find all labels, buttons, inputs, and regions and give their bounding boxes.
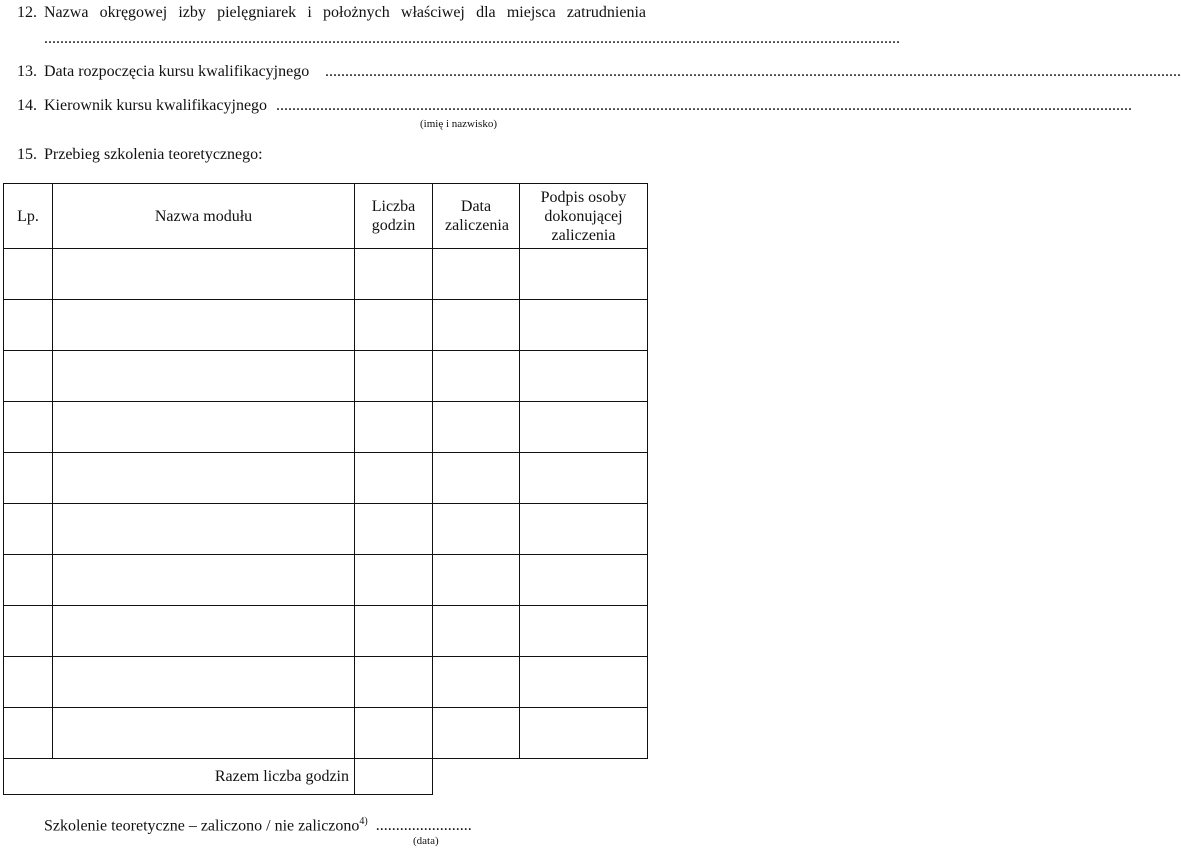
- hours-cell[interactable]: [355, 300, 433, 351]
- hours-cell[interactable]: [355, 402, 433, 453]
- module-cell[interactable]: [53, 300, 355, 351]
- date-cell[interactable]: [433, 657, 520, 708]
- header-date: Data zaliczenia: [433, 184, 520, 249]
- footer-line: [44, 816, 472, 835]
- hours-cell[interactable]: [355, 453, 433, 504]
- dotted-fill: ......................................................................................................................................................................................................................: [44, 30, 900, 47]
- hours-cell[interactable]: [355, 708, 433, 759]
- date-cell[interactable]: [433, 402, 520, 453]
- hours-cell[interactable]: [355, 657, 433, 708]
- signature-cell[interactable]: [520, 249, 648, 300]
- item-label: Przebieg szkolenia teoretycznego:: [44, 146, 263, 163]
- item-number: 13.: [17, 63, 37, 80]
- header-hours: Liczba godzin: [355, 184, 433, 249]
- table-total-row: [4, 759, 648, 795]
- module-cell[interactable]: [53, 555, 355, 606]
- name-hint: (imię i nazwisko): [420, 118, 497, 130]
- signature-cell[interactable]: [520, 606, 648, 657]
- footer-text: Szkolenie teoretyczne – zaliczono / nie zaliczono: [44, 817, 360, 835]
- module-cell[interactable]: [53, 657, 355, 708]
- signature-cell[interactable]: [520, 708, 648, 759]
- lp-cell[interactable]: [4, 504, 53, 555]
- table-row: [4, 555, 648, 606]
- module-cell[interactable]: [53, 606, 355, 657]
- signature-cell[interactable]: [520, 402, 648, 453]
- date-cell[interactable]: [433, 606, 520, 657]
- signature-cell[interactable]: [520, 657, 648, 708]
- date-cell[interactable]: [433, 504, 520, 555]
- header-signature: Podpis osoby dokonującej zaliczenia: [520, 184, 648, 249]
- blank-space: [433, 759, 648, 795]
- lp-cell[interactable]: [4, 249, 53, 300]
- footnote-marker: 4): [359, 816, 368, 827]
- lp-cell[interactable]: [4, 453, 53, 504]
- item-label: Kierownik kursu kwalifikacyjnego: [44, 97, 268, 114]
- lp-cell[interactable]: [4, 300, 53, 351]
- module-cell[interactable]: [53, 504, 355, 555]
- lp-cell[interactable]: [4, 351, 53, 402]
- lp-cell[interactable]: [4, 708, 53, 759]
- table-row: [4, 453, 648, 504]
- lp-cell[interactable]: [4, 555, 53, 606]
- table-row: [4, 249, 648, 300]
- header-lp: Lp.: [4, 184, 53, 249]
- signature-cell[interactable]: [520, 453, 648, 504]
- signature-cell[interactable]: [520, 504, 648, 555]
- signature-cell[interactable]: [520, 300, 648, 351]
- item-number: 15.: [17, 146, 37, 163]
- lp-cell[interactable]: [4, 402, 53, 453]
- item-13-fill-line[interactable]: ......................................................................................................................................................................................................................: [325, 63, 1181, 80]
- module-cell[interactable]: [53, 708, 355, 759]
- hours-cell[interactable]: [355, 504, 433, 555]
- item-12-fill-line[interactable]: [44, 30, 900, 48]
- item-label: Nazwa okręgowej izby pielęgniarek i położnych właściwej dla miejsca zatrudnienia: [44, 4, 646, 21]
- header-module-name: Nazwa modułu: [53, 184, 355, 249]
- table-header-row: [4, 184, 648, 249]
- date-fill-line[interactable]: ........................: [375, 817, 472, 835]
- table-row: [4, 351, 648, 402]
- table-row: [4, 402, 648, 453]
- date-cell[interactable]: [433, 453, 520, 504]
- table-row: [4, 504, 648, 555]
- module-cell[interactable]: [53, 249, 355, 300]
- hours-cell[interactable]: [355, 555, 433, 606]
- item-14-fill-line[interactable]: ......................................................................................................................................................................................................................: [276, 97, 1132, 114]
- item-label: Data rozpoczęcia kursu kwalifikacyjnego: [44, 63, 310, 80]
- theory-training-table: [3, 183, 648, 795]
- table-row: [4, 300, 648, 351]
- lp-cell[interactable]: [4, 606, 53, 657]
- module-cell[interactable]: [53, 453, 355, 504]
- hours-cell[interactable]: [355, 249, 433, 300]
- date-cell[interactable]: [433, 708, 520, 759]
- date-cell[interactable]: [433, 555, 520, 606]
- table-row: [4, 657, 648, 708]
- date-cell[interactable]: [433, 300, 520, 351]
- module-cell[interactable]: [53, 402, 355, 453]
- total-hours-label: Razem liczba godzin: [4, 759, 355, 795]
- item-number: 12.: [17, 4, 37, 21]
- total-hours-cell[interactable]: [355, 759, 433, 795]
- date-cell[interactable]: [433, 351, 520, 402]
- signature-cell[interactable]: [520, 351, 648, 402]
- hours-cell[interactable]: [355, 606, 433, 657]
- table-row: [4, 708, 648, 759]
- date-cell[interactable]: [433, 249, 520, 300]
- module-cell[interactable]: [53, 351, 355, 402]
- item-number: 14.: [17, 97, 37, 114]
- table-row: [4, 606, 648, 657]
- lp-cell[interactable]: [4, 657, 53, 708]
- hours-cell[interactable]: [355, 351, 433, 402]
- signature-cell[interactable]: [520, 555, 648, 606]
- date-hint: (data): [413, 835, 439, 847]
